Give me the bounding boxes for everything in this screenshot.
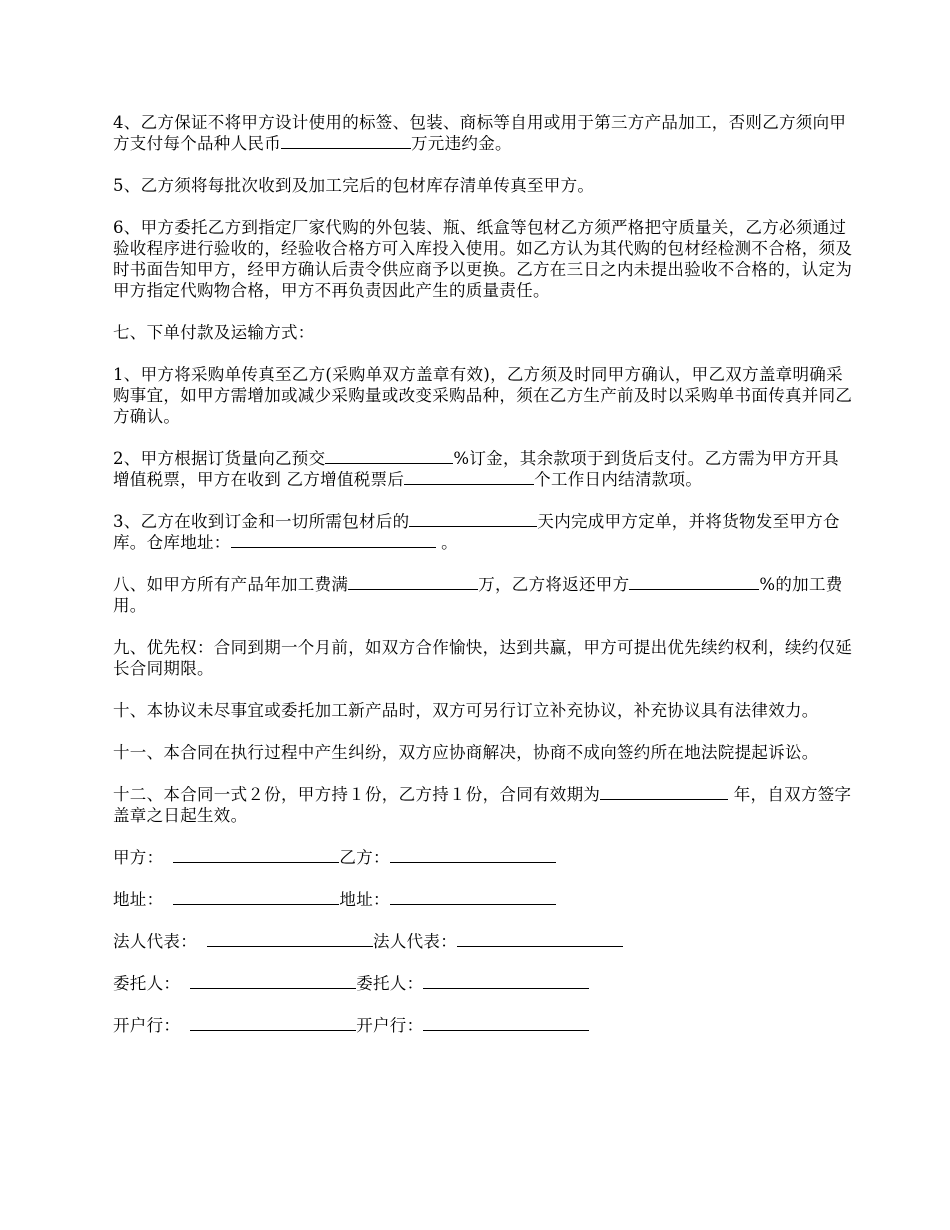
party-a-blank	[173, 847, 339, 863]
clause-4-text-b: 万元违约金。	[411, 134, 512, 153]
clause-5: 5、乙方须将每批次收到及加工完后的包材库存清单传真至甲方。	[113, 176, 595, 195]
agent-a-blank	[190, 973, 356, 989]
party-a-label: 甲方：	[113, 848, 164, 867]
section-7-heading: 七、下单付款及运输方式：	[113, 323, 315, 342]
contract-page	[113, 112, 853, 1057]
legal-rep-b-blank	[457, 931, 623, 947]
legal-rep-b-label: 法人代表：	[373, 932, 457, 951]
penalty-amount-blank	[281, 133, 411, 149]
bank-b-blank	[423, 1015, 589, 1031]
rebate-percent-blank	[629, 574, 759, 590]
section-7-item-3	[113, 511, 853, 553]
clause-4-text-a: 4、乙方保证不将甲方设计使用的标签、包装、商标等自用或用于第三方产品加工，否则乙方须向甲方支付每个品种人民币	[113, 113, 847, 153]
signature-row-legal-rep	[113, 931, 853, 952]
section-7-item-2-text-b: %订金，其余款项于到货后支付。乙方需为甲方开具增值税票，甲方在收到 乙方增值税票后	[113, 449, 839, 489]
section-8-text-c: %的加工费用。	[113, 575, 843, 615]
address-b-blank	[390, 889, 556, 905]
address-b-label: 地址：	[339, 890, 390, 909]
section-9: 九、优先权：合同到期一个月前，如双方合作愉快，达到共赢，甲方可提出优先续约权利，续约仅延长合同期限。	[113, 638, 853, 678]
warehouse-address-blank	[231, 532, 436, 548]
section-11: 十一、本合同在执行过程中产生纠纷，双方应协商解决，协商不成向签约所在地法院提起诉讼。	[113, 743, 819, 762]
section-12	[113, 784, 853, 826]
agent-a-label: 委托人：	[113, 974, 181, 993]
agent-b-blank	[423, 973, 589, 989]
signature-row-party	[113, 847, 853, 868]
signature-row-bank	[113, 1015, 853, 1036]
clause-4	[113, 112, 853, 154]
party-b-blank	[390, 847, 556, 863]
section-10: 十、本协议未尽事宜或委托加工新产品时，双方可另行订立补充协议，补充协议具有法律效力。	[113, 701, 819, 720]
section-7-item-2-text-a: 2、甲方根据订货量向乙预交	[113, 449, 326, 468]
section-12-text-a: 十二、本合同一式２份，甲方持１份，乙方持１份，合同有效期为	[113, 785, 601, 804]
legal-rep-a-label: 法人代表：	[113, 932, 197, 951]
party-b-label: 乙方：	[339, 848, 390, 867]
clause-6: 6、甲方委托乙方到指定厂家代购的外包装、瓶、纸盒等包材乙方须严格把守质量关，乙方必须通过验收程序进行验收的，经验收合格方可入库投入使用。如乙方认为其代购的包材经检测不合格，须及时书面告知甲方，经甲方确认后责令供应商予以更换。乙方在三日之内未提出验收不合格的，认定为甲方指定代购物合格，甲方不再负责因此产生的质量责任。	[113, 218, 853, 300]
section-8-text-a: 八、如甲方所有产品年加工费满	[113, 575, 349, 594]
deposit-percent-blank	[325, 448, 453, 464]
legal-rep-a-blank	[207, 931, 373, 947]
signature-row-agent	[113, 973, 853, 994]
section-12-text-b: 年，自双方签字盖章之日起生效。	[113, 785, 852, 825]
section-7-item-3-text-a: 3、乙方在收到订金和一切所需包材后的	[113, 512, 410, 531]
bank-b-label: 开户行：	[356, 1016, 424, 1035]
annual-fee-blank	[348, 574, 478, 590]
address-a-label: 地址：	[113, 890, 164, 909]
section-8-text-b: 万，乙方将返还甲方	[478, 575, 630, 594]
bank-a-blank	[190, 1015, 356, 1031]
payment-days-blank	[404, 469, 534, 485]
completion-days-blank	[409, 511, 537, 527]
section-7-item-2-text-c: 个工作日内结清款项。	[534, 470, 703, 489]
validity-years-blank	[600, 784, 728, 800]
agent-b-label: 委托人：	[356, 974, 424, 993]
signature-row-address	[113, 889, 853, 910]
section-7-item-3-text-b: 天内完成甲方定单，并将货物发至甲方仓库。仓库地址：	[113, 512, 840, 552]
bank-a-label: 开户行：	[113, 1016, 181, 1035]
section-8	[113, 574, 853, 616]
section-7-item-2	[113, 448, 853, 490]
address-a-blank	[173, 889, 339, 905]
section-7-item-3-text-c: 。	[435, 533, 458, 552]
section-7-item-1: 1、甲方将采购单传真至乙方(采购单双方盖章有效)，乙方须及时同甲方确认，甲乙双方盖章明确采购事宜，如甲方需增加或减少采购量或改变采购品种，须在乙方生产前及时以采购单书面传真并同乙方确认。	[113, 365, 853, 426]
